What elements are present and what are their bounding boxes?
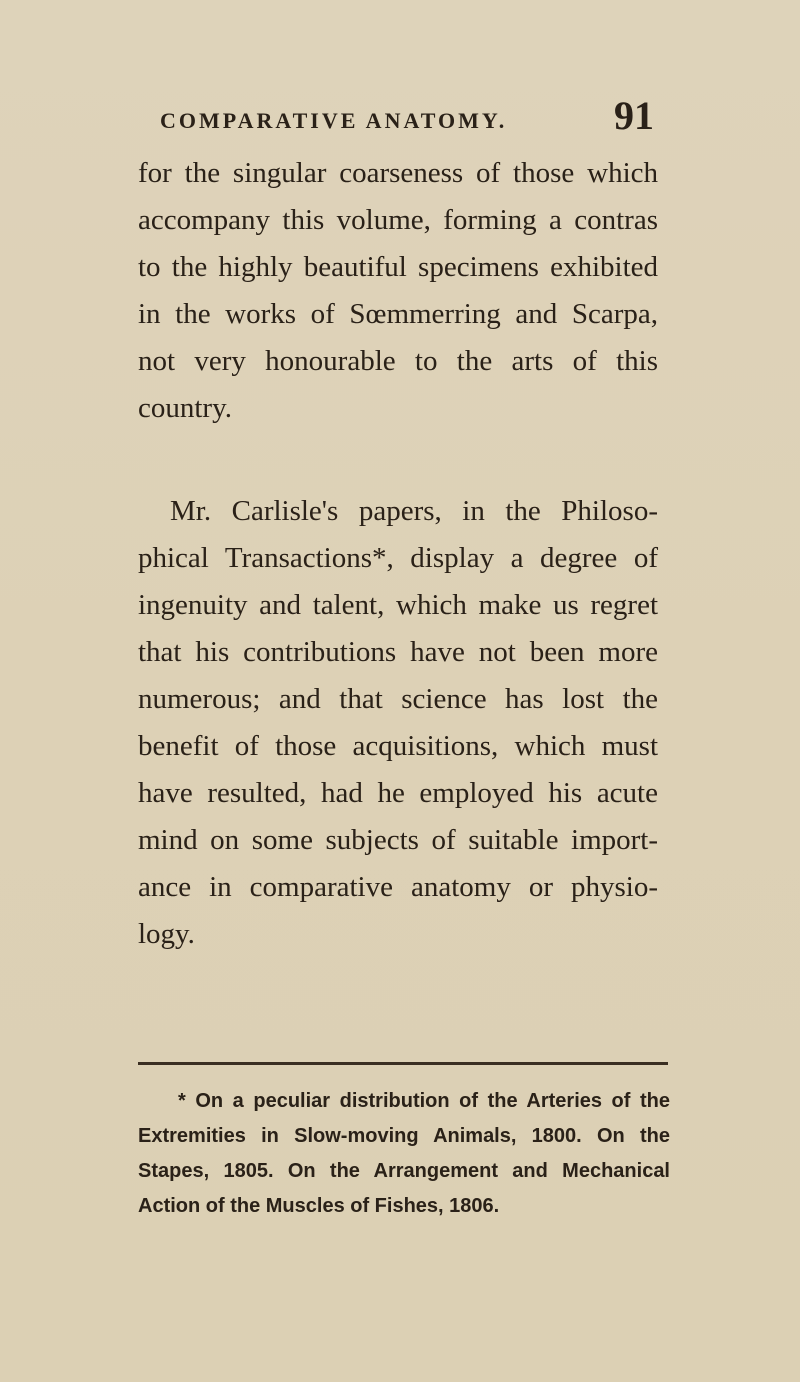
text-line: not very honourable to the arts of this [138,345,658,377]
text-line: benefit of those acquisitions, which must [138,730,658,762]
text-line: country. [138,392,232,424]
footnote-line: Stapes, 1805. On the Arrangement and Mechanical [138,1160,670,1182]
text-line: Mr. Carlisle's papers, in the Philoso- [170,495,658,527]
text-line: that his contributions have not been more [138,636,658,668]
text-line: accompany this volume, forming a contras [138,204,658,236]
running-title: COMPARATIVE ANATOMY. [160,108,508,133]
text-line: in the works of Sœmmerring and Scarpa, [138,298,658,330]
text-line: numerous; and that science has lost the [138,683,658,715]
text-line: for the singular coarseness of those which [138,157,658,189]
text-line: mind on some subjects of suitable import- [138,824,658,856]
text-line: to the highly beautiful specimens exhibited [138,251,658,283]
text-line: ingenuity and talent, which make us regret [138,589,658,621]
text-line: ance in comparative anatomy or physio- [138,871,658,903]
footnote-line: * On a peculiar distribution of the Arteries of the [178,1090,670,1112]
text-line: phical Transactions*, display a degree of [138,542,658,574]
footnote [138,1084,670,1224]
paragraph-carlisle [138,488,658,958]
footnote-line: Extremities in Slow-moving Animals, 1800. On the [138,1125,670,1147]
text-line: logy. [138,918,195,950]
page-number: 91 [614,93,654,138]
text-line: have resulted, had he employed his acute [138,777,658,809]
footnote-rule [138,1062,668,1065]
footnote-line: Action of the Muscles of Fishes, 1806. [138,1195,500,1217]
paragraph-continuation [138,150,658,432]
running-head [160,88,654,138]
